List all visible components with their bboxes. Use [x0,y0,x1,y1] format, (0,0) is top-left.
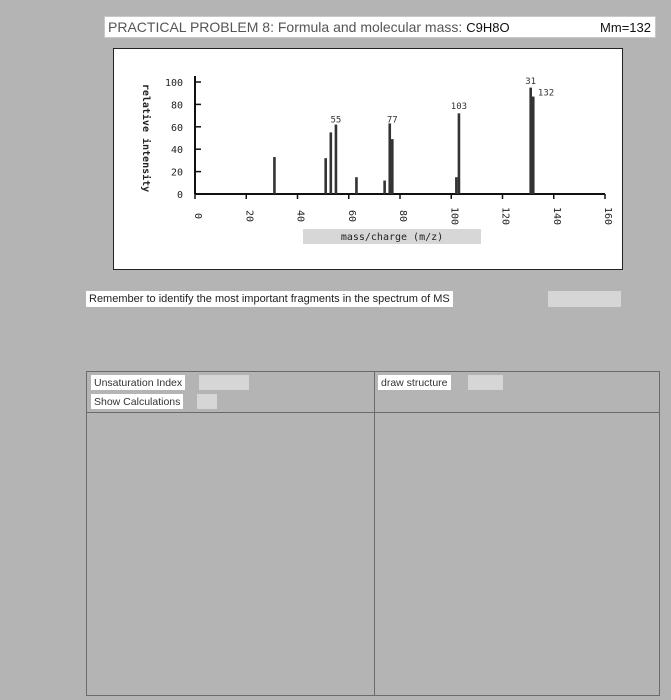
draw-structure-field[interactable] [468,375,503,390]
instruction-note: Remember to identify the most important fragments in the spectrum of MS [86,291,453,307]
molecular-formula: C9H8O [466,19,510,35]
title-text: PRACTICAL PROBLEM 8: Formula and molecular mass: [108,19,463,35]
structure-drawing-area[interactable] [375,413,659,695]
problem-title [104,16,656,38]
peak-bar [273,157,276,194]
y-tick-label: 40 [170,145,183,157]
peak-label: 55 [330,115,342,126]
molar-mass: Mm=132 [600,19,651,35]
peak-bar [383,181,386,194]
peak-bar [532,97,535,194]
peak-bar [355,177,358,194]
x-axis-label: mass/charge (m/z) [340,232,444,243]
show-calculations-label: Show Calculations [91,394,183,409]
y-axis-label: relative intensity [140,83,151,193]
y-tick-label: 80 [170,100,183,112]
x-tick-label: 120 [499,206,511,226]
unsaturation-index-field[interactable] [199,375,249,390]
x-tick-label: 80 [397,209,408,223]
x-tick-label: 100 [448,206,460,226]
x-tick-label: 20 [243,209,255,223]
peak-bar [330,132,333,194]
peak-label: 31 [525,77,537,88]
answer-table [86,371,660,696]
peak-label: 103 [450,101,468,112]
peak-bar [388,123,391,194]
draw-structure-label: draw structure [378,375,451,390]
peak-bar [458,113,461,194]
peak-label: 77 [386,115,398,126]
x-tick-label: 40 [294,209,306,223]
peak-bar [391,139,394,194]
y-tick-label: 100 [164,78,183,89]
x-tick-label: 0 [192,212,203,220]
x-tick-label: 60 [345,209,357,223]
y-tick-label: 0 [176,190,183,201]
peak-bar [455,177,458,194]
x-tick-label: 140 [550,206,562,226]
y-tick-label: 60 [170,122,183,134]
y-tick-label: 20 [170,167,183,179]
peak-bar [529,88,532,194]
calculations-area[interactable] [87,413,374,695]
peak-bar [324,158,327,194]
peak-label: 132 [537,88,555,99]
unsaturation-index-label: Unsaturation Index [91,375,185,390]
show-calculations-field[interactable] [197,394,217,409]
mass-spectrum-chart [113,48,623,270]
x-tick-label: 160 [602,206,613,226]
peak-bar [335,125,338,194]
note-highlight [548,291,621,307]
